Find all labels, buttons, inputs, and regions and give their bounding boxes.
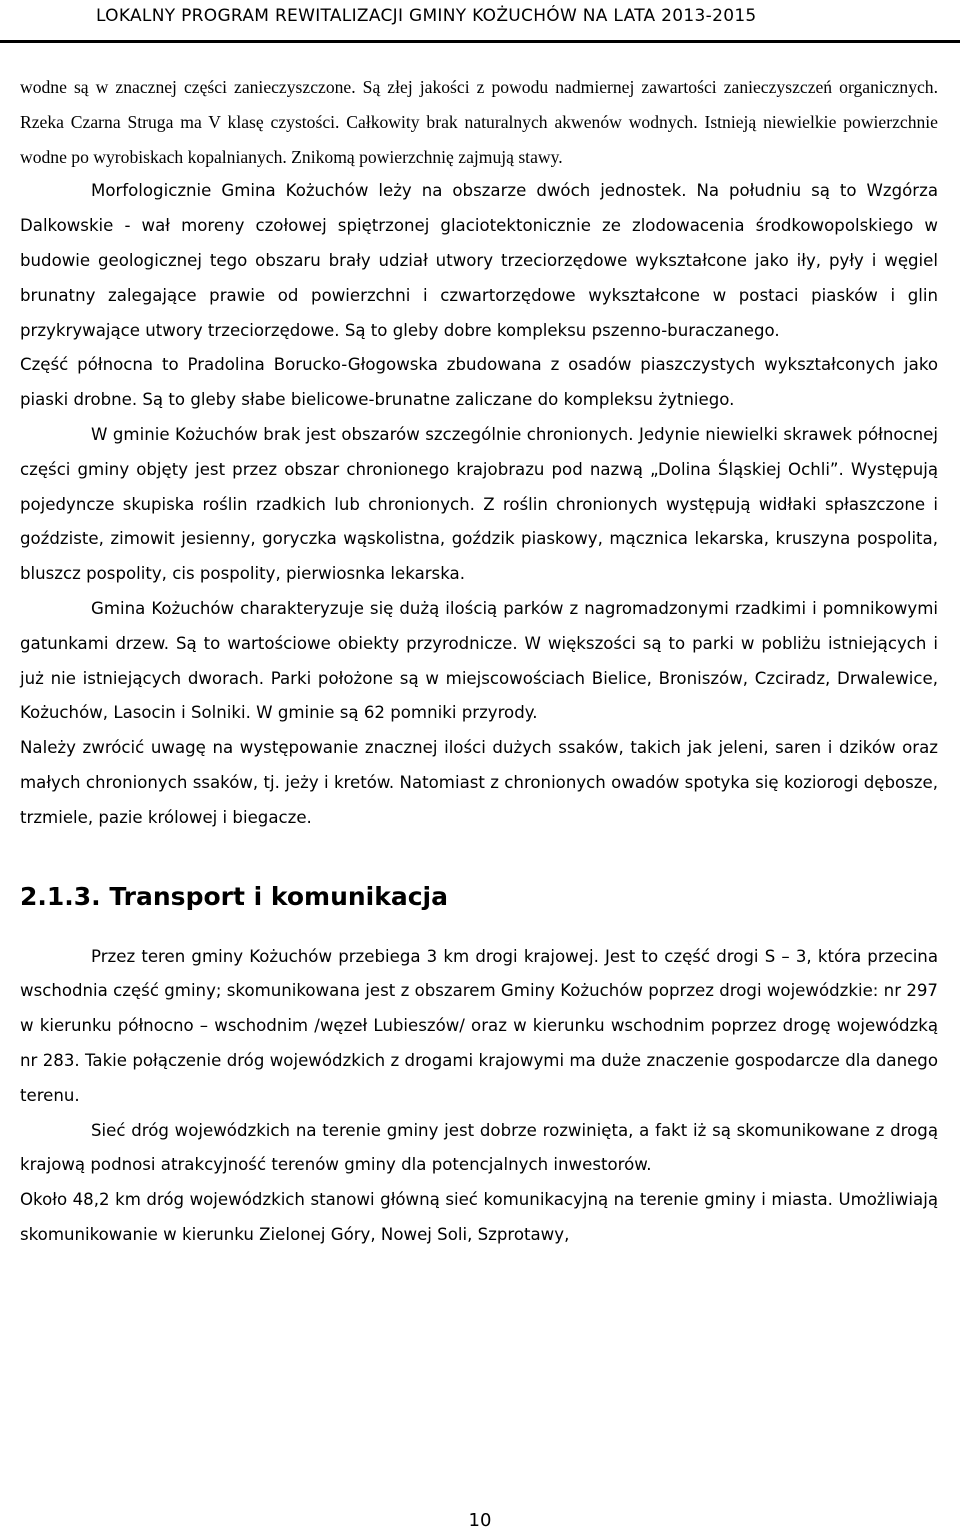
- paragraph-northern-part: Część północna to Pradolina Borucko-Głogowska zbudowana z osadów piaszczystych wykształconych jako piaski drobne. Są to gleby słabe bielicowe-brunatne zaliczane do kompleksu żytniego.: [20, 355, 938, 410]
- page-number: 10: [468, 1510, 492, 1531]
- paragraph-road-network: Sieć dróg wojewódzkich na terenie gminy jest dobrze rozwinięta, a fakt iż są skomunikowane z drogą krajową podnosi atrakcyjność terenów gminy dla potencjalnych inwestorów.: [20, 1120, 938, 1175]
- paragraph-road-length: Około 48,2 km dróg wojewódzkich stanowi główną sieć komunikacyjną na terenie gminy i miasta. Umożliwiają skomunikowanie w kierunku Zielonej Góry, Nowej Soli, Szprotawy,: [20, 1190, 938, 1244]
- paragraph-national-road: Przez teren gminy Kożuchów przebiega 3 km drogi krajowej. Jest to część drogi S – 3, która przecina wschodnia część gminy; skomunikowana jest z obszarem Gminy Kożuchów poprzez drogi wojewódzkie: nr 297 w kierunku północno – wschodnim /węzeł Lubieszów/ oraz w kierunku wschodnim poprzez drogę wojewódzką nr 283. Takie połączenie dróg wojewódzkich z drogami krajowymi ma duże znaczenie gospodarcze dla danego terenu.: [20, 946, 938, 1105]
- paragraph-protected-areas: W gminie Kożuchów brak jest obszarów szczególnie chronionych. Jedynie niewielki skrawek północnej części gminy objęty jest przez obszar chronionego krajobrazu pod nazwą „Dolina Śląskiej Ochli”. Występują pojedyncze skupiska roślin rzadkich lub chronionych. Z roślin chronionych występują widłaki spłaszczone i goździste, zimowit jesienny, goryczka wąskolistna, goździk piaskowy, mącznica lekarska, kruszyna pospolita, bluszcz pospolity, cis pospolity, pierwiosnka lekarska.: [20, 424, 938, 584]
- paragraph-parks: Gmina Kożuchów charakteryzuje się dużą ilością parków z nagromadzonymi rzadkimi i pomnikowymi gatunkami drzew. Są to wartościowe obiekty przyrodnicze. W większości są to parki w pobliżu istniejących i już nie istniejących dworach. Parki położone są w miejscowościach Bielice, Broniszów, Czciradz, Drwalewice, Kożuchów, Lasocin i Solniki. W gminie są 62 pomniki przyrody.: [20, 598, 938, 723]
- header-divider: [0, 40, 960, 43]
- paragraph-morphology: Morfologicznie Gmina Kożuchów leży na obszarze dwóch jednostek. Na południu są to Wzgórza Dalkowskie - wał moreny czołowej spiętrzonej glaciotektonicznie ze zlodowacenia środkowopolskiego w budowie geologicznej tego obszaru brały udział utwory trzeciorzędowe wykształcone jako iły, pyły i węgiel brunatny zalegające prawie od powierzchni i czwartorzędowe wykształcone w postaci piasków i glin przykrywające utwory trzeciorzędowe. Są to gleby dobre kompleksu pszenno-buraczanego.: [20, 181, 938, 340]
- running-header: LOKALNY PROGRAM REWITALIZACJI GMINY KOŻUCHÓW NA LATA 2013-2015: [96, 6, 757, 26]
- paragraph-water-quality: wodne są w znacznej części zanieczyszczone. Są złej jakości z powodu nadmiernej zawartości zanieczyszczeń organicznych. Rzeka Czarna Struga ma V klasę czystości. Całkowity brak naturalnych akwenów wodnych. Istnieją niewielkie powierzchnie wodne po wyrobiskach kopalnianych. Znikomą powierzchnię zajmują stawy.: [20, 77, 938, 167]
- section-heading-transport: 2.1.3. Transport i komunikacja: [20, 881, 448, 911]
- document-body: [20, 70, 938, 1253]
- paragraph-fauna: Należy zwrócić uwagę na występowanie znacznej ilości dużych ssaków, takich jak jeleni, saren i dzików oraz małych chronionych ssaków, tj. jeży i kretów. Natomiast z chronionych owadów spotyka się koziorogi dębosze, trzmiele, pazie królowej i biegacze.: [20, 738, 938, 827]
